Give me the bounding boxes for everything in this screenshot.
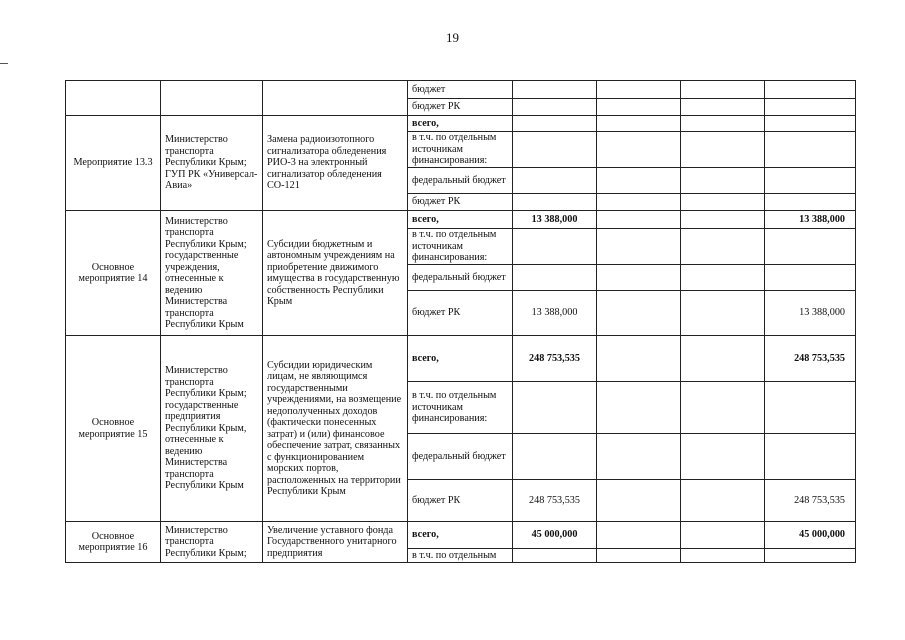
total-value: [513, 265, 597, 291]
year3-value: [765, 194, 856, 211]
year3-value: [765, 132, 856, 168]
year2-value: [681, 549, 765, 563]
year2-value: [681, 291, 765, 336]
year2-value: [681, 229, 765, 265]
funding-source: всего,: [408, 336, 513, 382]
total-value: 248 753,535: [513, 336, 597, 382]
table-row: [66, 336, 856, 382]
description-cell: Субсидии юридическим лицам, не являющимся государственными учреждениями, на возмещение недополученных доходов (фактически понесенных затрат) и (или) финансовое обеспечение затрат, связанных с функционированием морских портов, расположенных на территории Республики Крым: [263, 336, 408, 522]
year3-value: [765, 382, 856, 434]
total-value: [513, 194, 597, 211]
year1-value: [597, 229, 681, 265]
year3-value: [765, 81, 856, 99]
executor-cell: Министерство транспорта Республики Крым; ГУП РК «Универсал-Авиа»: [161, 116, 263, 211]
budget-table: [65, 80, 856, 563]
funding-source: бюджет РК: [408, 480, 513, 522]
year3-value: 45 000,000: [765, 522, 856, 549]
year2-value: [681, 194, 765, 211]
year1-value: [597, 99, 681, 116]
total-value: [513, 81, 597, 99]
year3-value: [765, 549, 856, 563]
year1-value: [597, 434, 681, 480]
description-cell: Субсидии бюджетным и автономным учреждениям на приобретение движимого имущества в государственную собственность Республики Крым: [263, 211, 408, 336]
year1-value: [597, 211, 681, 229]
funding-source: бюджет РК: [408, 99, 513, 116]
total-value: [513, 382, 597, 434]
year2-value: [681, 116, 765, 132]
event-name-cell: Основное мероприятие 16: [66, 522, 161, 563]
year1-value: [597, 336, 681, 382]
table-row: [66, 211, 856, 229]
funding-source: всего,: [408, 211, 513, 229]
year2-value: [681, 382, 765, 434]
funding-source: бюджет РК: [408, 291, 513, 336]
year3-value: 248 753,535: [765, 336, 856, 382]
funding-source: в т.ч. по отдельным источникам финансирования:: [408, 132, 513, 168]
total-value: [513, 229, 597, 265]
total-value: 13 388,000: [513, 291, 597, 336]
year3-value: [765, 116, 856, 132]
event-name-cell: Мероприятие 13.3: [66, 116, 161, 211]
executor-cell: [161, 81, 263, 116]
year1-value: [597, 291, 681, 336]
total-value: [513, 168, 597, 194]
year3-value: [765, 168, 856, 194]
description-cell: [263, 81, 408, 116]
year1-value: [597, 81, 681, 99]
event-name-cell: [66, 81, 161, 116]
total-value: [513, 99, 597, 116]
total-value: [513, 116, 597, 132]
executor-cell: Министерство транспорта Республики Крым; государственные учреждения, отнесенные к ведению Министерства транспорта Республики Крым: [161, 211, 263, 336]
year1-value: [597, 480, 681, 522]
funding-source: бюджет РК: [408, 194, 513, 211]
margin-mark: [0, 63, 8, 64]
year1-value: [597, 522, 681, 549]
year2-value: [681, 336, 765, 382]
year2-value: [681, 132, 765, 168]
year1-value: [597, 194, 681, 211]
table-row: [66, 81, 856, 99]
year3-value: [765, 99, 856, 116]
year1-value: [597, 382, 681, 434]
year2-value: [681, 211, 765, 229]
total-value: [513, 549, 597, 563]
year3-value: [765, 434, 856, 480]
funding-source: всего,: [408, 116, 513, 132]
year3-value: [765, 229, 856, 265]
total-value: 45 000,000: [513, 522, 597, 549]
executor-cell: Министерство транспорта Республики Крым; государственные предприятия Республики Крым, отнесенные к ведению Министерства транспорта Республики Крым: [161, 336, 263, 522]
year3-value: 13 388,000: [765, 211, 856, 229]
funding-source: в т.ч. по отдельным источникам финансирования:: [408, 229, 513, 265]
funding-source: бюджет: [408, 81, 513, 99]
year3-value: 248 753,535: [765, 480, 856, 522]
funding-source: всего,: [408, 522, 513, 549]
year2-value: [681, 522, 765, 549]
year1-value: [597, 549, 681, 563]
funding-source: федеральный бюджет: [408, 168, 513, 194]
total-value: 248 753,535: [513, 480, 597, 522]
event-name-cell: Основное мероприятие 15: [66, 336, 161, 522]
description-cell: Увеличение уставного фонда Государственного унитарного предприятия: [263, 522, 408, 563]
table-row: [66, 522, 856, 549]
year2-value: [681, 480, 765, 522]
executor-cell: Министерство транспорта Республики Крым;: [161, 522, 263, 563]
total-value: [513, 434, 597, 480]
year1-value: [597, 116, 681, 132]
page-number: 19: [446, 30, 459, 45]
year2-value: [681, 168, 765, 194]
total-value: 13 388,000: [513, 211, 597, 229]
total-value: [513, 132, 597, 168]
funding-source: федеральный бюджет: [408, 434, 513, 480]
year1-value: [597, 168, 681, 194]
funding-source: федеральный бюджет: [408, 265, 513, 291]
event-name-cell: Основное мероприятие 14: [66, 211, 161, 336]
funding-source: в т.ч. по отдельным источникам финансирования:: [408, 382, 513, 434]
year3-value: 13 388,000: [765, 291, 856, 336]
year1-value: [597, 132, 681, 168]
year2-value: [681, 81, 765, 99]
description-cell: Замена радиоизотопного сигнализатора обледенения РИО-3 на электронный сигнализатор обледенения СО-121: [263, 116, 408, 211]
funding-source: в т.ч. по отдельным: [408, 549, 513, 563]
year1-value: [597, 265, 681, 291]
year2-value: [681, 265, 765, 291]
year2-value: [681, 434, 765, 480]
year3-value: [765, 265, 856, 291]
year2-value: [681, 99, 765, 116]
table-row: [66, 116, 856, 132]
